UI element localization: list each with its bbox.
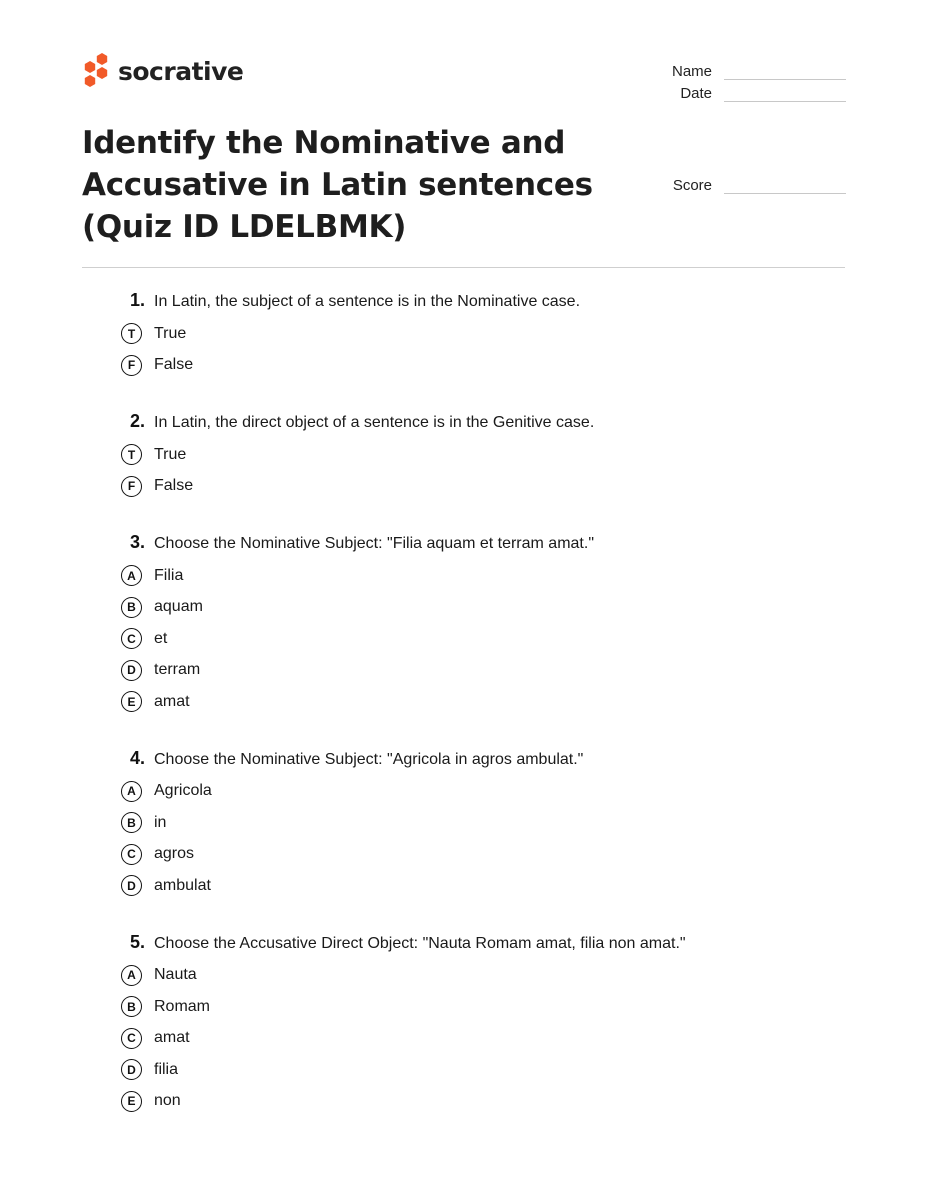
answer-text: et <box>154 629 168 647</box>
answer-bubble[interactable]: C <box>121 844 142 865</box>
answer-option[interactable] <box>118 623 838 655</box>
answer-bubble[interactable]: C <box>121 628 142 649</box>
answer-text: False <box>154 477 194 495</box>
answer-bubble[interactable]: E <box>121 1091 142 1112</box>
question-number: 4. <box>129 747 145 768</box>
answer-bubble[interactable]: D <box>121 660 142 681</box>
answer-option[interactable] <box>118 1086 838 1118</box>
answer-option[interactable] <box>118 439 838 471</box>
score-label: Score <box>672 177 712 194</box>
name-field <box>660 58 846 80</box>
hexagon-cluster-icon <box>82 52 110 90</box>
question-header <box>118 290 838 318</box>
answer-option[interactable] <box>118 1023 838 1055</box>
question-text: Choose the Nominative Subject: "Agricola in agros ambulat." <box>154 750 584 768</box>
question-list <box>118 290 838 1147</box>
score-field <box>660 172 846 194</box>
answer-text: Romam <box>154 997 211 1015</box>
question-1 <box>118 290 838 381</box>
divider <box>82 267 845 268</box>
answer-text: Nauta <box>154 966 197 984</box>
question-header <box>118 932 838 960</box>
name-label: Name <box>671 63 712 80</box>
answer-option[interactable] <box>118 839 838 871</box>
question-number: 2. <box>129 411 145 431</box>
answer-text: True <box>154 324 187 342</box>
date-line[interactable] <box>724 87 846 102</box>
answer-option[interactable] <box>118 350 838 382</box>
answer-text: Filia <box>154 566 184 584</box>
answer-text: in <box>154 813 167 831</box>
answer-bubble[interactable]: A <box>121 965 142 986</box>
answer-text: False <box>154 356 194 374</box>
brand-name: socrative <box>118 56 244 86</box>
answer-option[interactable] <box>118 991 838 1023</box>
answer-text: filia <box>154 1060 179 1078</box>
question-number: 3. <box>129 532 145 552</box>
answer-bubble[interactable]: A <box>121 781 142 802</box>
answer-option[interactable] <box>118 318 838 350</box>
answer-text: aquam <box>154 598 203 616</box>
answer-option[interactable] <box>118 592 838 624</box>
answer-text: Agricola <box>154 782 212 800</box>
answer-text: terram <box>154 661 201 679</box>
answer-bubble[interactable]: C <box>121 1028 142 1049</box>
question-header <box>118 532 838 560</box>
question-2 <box>118 411 838 502</box>
answer-option[interactable] <box>118 560 838 592</box>
name-line[interactable] <box>724 65 846 80</box>
answer-text: True <box>154 445 187 463</box>
question-number: 5. <box>129 931 145 952</box>
answer-bubble[interactable]: E <box>121 691 142 712</box>
answer-bubble[interactable]: F <box>121 355 142 376</box>
answer-text: ambulat <box>154 876 211 894</box>
answer-bubble[interactable]: D <box>121 875 142 896</box>
date-label: Date <box>680 85 712 102</box>
page-title: Identify the Nominative and Accusative in Latin sentences (Quiz ID LDELBMK) <box>82 125 593 245</box>
question-text: Choose the Accusative Direct Object: "Nauta Romam amat, filia non amat." <box>154 934 686 952</box>
question-header <box>118 411 838 439</box>
answer-text: agros <box>154 845 195 863</box>
answer-bubble[interactable]: F <box>121 476 142 497</box>
answer-bubble[interactable]: B <box>121 597 142 618</box>
answer-option[interactable] <box>118 807 838 839</box>
question-header <box>118 748 838 776</box>
question-text: In Latin, the subject of a sentence is in the Nominative case. <box>154 293 581 310</box>
date-field <box>660 80 846 102</box>
answer-bubble[interactable]: B <box>121 812 142 833</box>
answer-text: amat <box>154 1029 190 1047</box>
question-text: In Latin, the direct object of a sentence is in the Genitive case. <box>154 414 595 431</box>
answer-text: amat <box>154 692 190 710</box>
answer-option[interactable] <box>118 960 838 992</box>
question-5 <box>118 932 838 1118</box>
score-line[interactable] <box>724 179 846 194</box>
answer-bubble[interactable]: T <box>121 323 142 344</box>
student-info-fields <box>660 58 846 102</box>
answer-bubble[interactable]: A <box>121 565 142 586</box>
answer-option[interactable] <box>118 655 838 687</box>
logo <box>82 52 243 90</box>
question-4 <box>118 748 838 902</box>
answer-bubble[interactable]: T <box>121 444 142 465</box>
answer-text: non <box>154 1092 181 1110</box>
answer-option[interactable] <box>118 471 838 503</box>
question-number: 1. <box>129 290 145 310</box>
answer-bubble[interactable]: D <box>121 1059 142 1080</box>
question-3 <box>118 532 838 718</box>
answer-option[interactable] <box>118 870 838 902</box>
answer-bubble[interactable]: B <box>121 996 142 1017</box>
answer-option[interactable] <box>118 776 838 808</box>
question-text: Choose the Nominative Subject: "Filia aquam et terram amat." <box>154 535 594 552</box>
answer-option[interactable] <box>118 686 838 718</box>
answer-option[interactable] <box>118 1054 838 1086</box>
